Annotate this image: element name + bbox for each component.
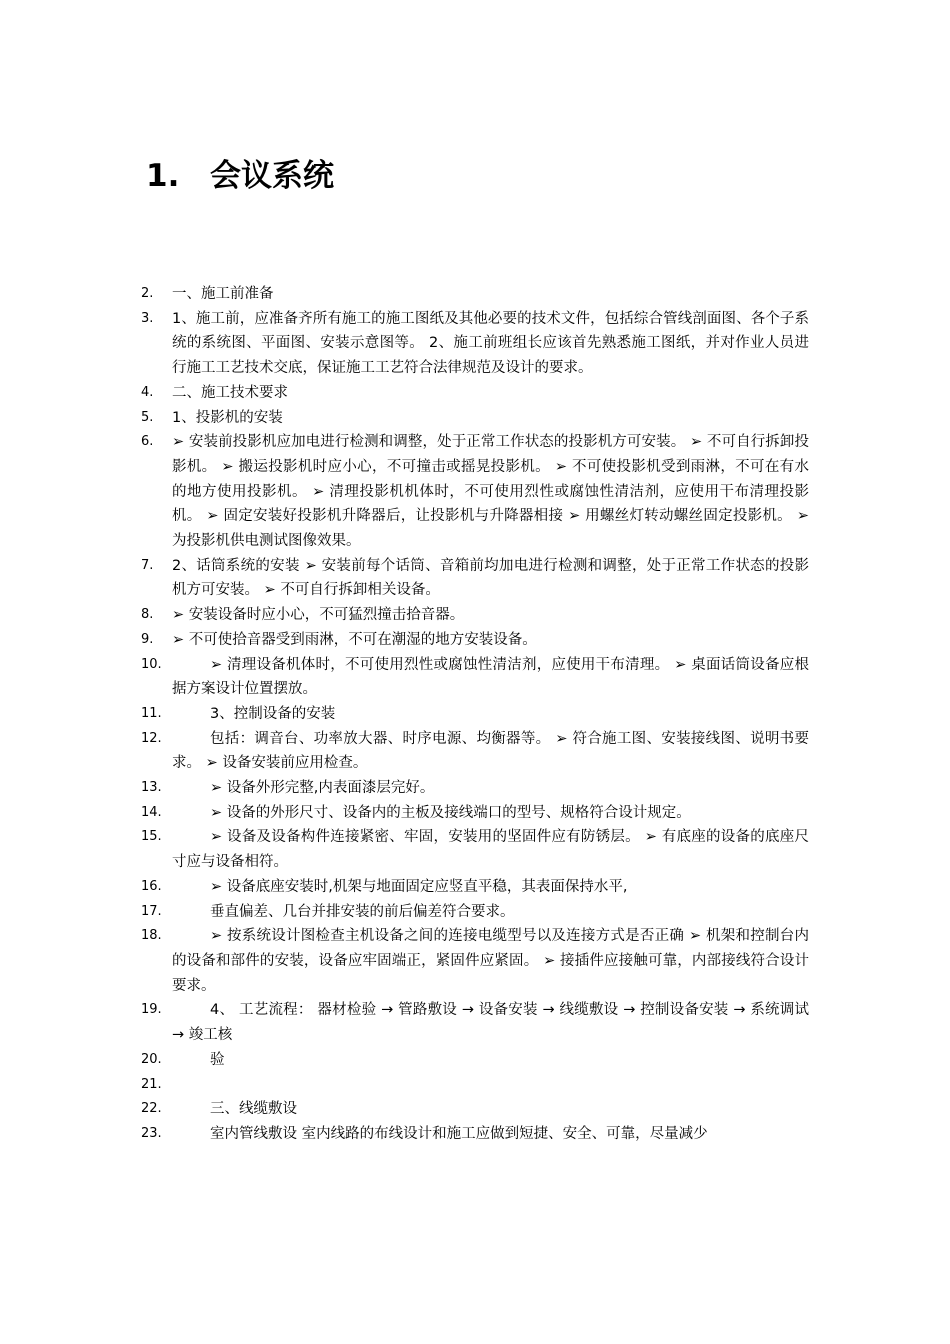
list-item-number: 18. — [141, 928, 162, 944]
list-item — [141, 430, 809, 554]
list-item-text: 包括：调音台、功率放大器、时序电源、均衡器等。 ➢ 符合施工图、安装接线图、说明书要求。 ➢ 设备安装前应用检查。 — [172, 730, 809, 772]
list-item — [141, 554, 809, 603]
list-item — [141, 875, 809, 900]
list-item-number: 2. — [141, 286, 154, 301]
list-item-number: 6. — [141, 434, 154, 450]
list-item — [141, 727, 809, 776]
list-item — [141, 924, 809, 998]
list-item — [141, 1048, 809, 1073]
list-item-text: 4、 工艺流程： 器材检验 → 管路敷设 → 设备安装 → 线缆敷设 → 控制设备安装 → 系统调试 → 竣工核 — [172, 1002, 809, 1044]
list-item-text: ➢ 设备底座安装时,机架与地面固定应竖直平稳，其表面保持水平, — [210, 878, 628, 895]
list-item-number: 12. — [141, 730, 162, 746]
list-item-text: 三、线缆敷设 — [210, 1101, 297, 1118]
list-item-number: 11. — [141, 705, 162, 721]
list-item-number: 22. — [141, 1101, 162, 1117]
list-item-number: 20. — [141, 1051, 162, 1067]
list-item-text: 二、施工技术要求 — [172, 384, 288, 401]
list-item — [141, 1122, 809, 1147]
list-item-text: 1、投影机的安装 — [172, 409, 283, 426]
list-item-text: ➢ 按系统设计图检查主机设备之间的连接电缆型号以及连接方式是否正确 ➢ 机架和控制台内的设备和部件的安装，设备应牢固端正，紧固件应紧固。 ➢ 接插件应接触可靠，内部接线符合设计要求。 — [172, 928, 809, 994]
list-item-text: 2、话筒系统的安装 ➢ 安装前每个话筒、音箱前均加电进行检测和调整，处于正常工作状态的投影机方可安装。 ➢ 不可自行拆卸相关设备。 — [172, 557, 809, 599]
section-heading — [146, 150, 334, 195]
list-item — [141, 776, 809, 801]
list-item — [141, 1097, 809, 1122]
list-item-text: ➢ 安装前投影机应加电进行检测和调整，处于正常工作状态的投影机方可安装。 ➢ 不可自行拆卸投影机。 ➢ 搬运投影机时应小心，不可撞击或摇晃投影机。 ➢ 不可使投影机受到雨淋，不可在有水的地方使用投影机。 ➢ 清理投影机机体时，不可使用烈性或腐蚀性清洁剂，应使用干布清理投影机。 ➢ 固定安装好投影机升降器后，让投影机与升降器相接 ➢ 用螺丝灯转动螺丝固定投影机。 ➢ 为投影机供电测试图像效果。 — [172, 434, 809, 550]
list-item-text: 室内管线敷设 室内线路的布线设计和施工应做到短捷、安全、可靠，尽量减少 — [210, 1125, 708, 1142]
list-item-number: 21. — [141, 1076, 162, 1092]
list-item-text: ➢ 清理设备机体时，不可使用烈性或腐蚀性清洁剂，应使用干布清理。 ➢ 桌面话筒设备应根据方案设计位置摆放。 — [172, 656, 809, 698]
list-item-number: 10. — [141, 656, 162, 672]
list-item — [141, 900, 809, 925]
list-item-text: ➢ 设备的外形尺寸、设备内的主板及接线端口的型号、规格符合设计规定。 — [210, 804, 691, 821]
list-item — [141, 801, 809, 826]
list-item-number: 7. — [141, 557, 154, 573]
numbered-list — [141, 282, 809, 1147]
list-item-number: 9. — [141, 631, 154, 647]
list-item-number: 14. — [141, 804, 162, 820]
list-item-number: 19. — [141, 1002, 162, 1018]
list-item-text — [172, 1073, 809, 1098]
list-item-number: 8. — [141, 607, 154, 623]
heading-title: 会议系统 — [210, 158, 334, 194]
list-item-number: 15. — [141, 829, 162, 845]
list-item-text: ➢ 设备外形完整,内表面漆层完好。 — [210, 780, 435, 797]
list-item — [141, 998, 809, 1047]
list-item-text: 垂直偏差、几台并排安装的前后偏差符合要求。 — [210, 903, 515, 920]
list-item-number: 16. — [141, 878, 162, 894]
list-item-text: 3、控制设备的安装 — [210, 705, 336, 722]
list-item-text: 1、施工前，应准备齐所有施工的施工图纸及其他必要的技术文件，包括综合管线剖面图、各个子系统的系统图、平面图、安装示意图等。 2、施工前班组长应该首先熟悉施工图纸，并对作业人员进行施工工艺技术交底，保证施工工艺符合法律规范及设计的要求。 — [172, 310, 809, 377]
list-item-number: 17. — [141, 903, 162, 919]
list-item — [141, 628, 809, 653]
list-item — [141, 381, 809, 406]
heading-number: 1. — [146, 158, 180, 194]
list-item — [141, 1073, 809, 1098]
list-item-number: 23. — [141, 1125, 162, 1141]
list-item-text: ➢ 设备及设备构件连接紧密、牢固，安装用的坚固件应有防锈层。 ➢ 有底座的设备的底座尺寸应与设备相符。 — [172, 829, 809, 871]
list-item — [141, 825, 809, 874]
list-item — [141, 702, 809, 727]
list-item-text: 一、施工前准备 — [172, 286, 274, 302]
list-item — [141, 307, 809, 381]
list-item-text: ➢ 不可使拾音器受到雨淋，不可在潮湿的地方安装设备。 — [172, 631, 537, 648]
list-item-number: 4. — [141, 384, 154, 400]
list-item — [141, 406, 809, 431]
list-item-number: 13. — [141, 780, 162, 796]
list-item-text: ➢ 安装设备时应小心，不可猛烈撞击拾音器。 — [172, 607, 465, 624]
list-item-text: 验 — [210, 1051, 225, 1068]
list-item — [141, 282, 809, 307]
list-item — [141, 653, 809, 702]
list-item — [141, 603, 809, 628]
list-item-number: 5. — [141, 409, 154, 425]
list-item-number: 3. — [141, 310, 154, 326]
